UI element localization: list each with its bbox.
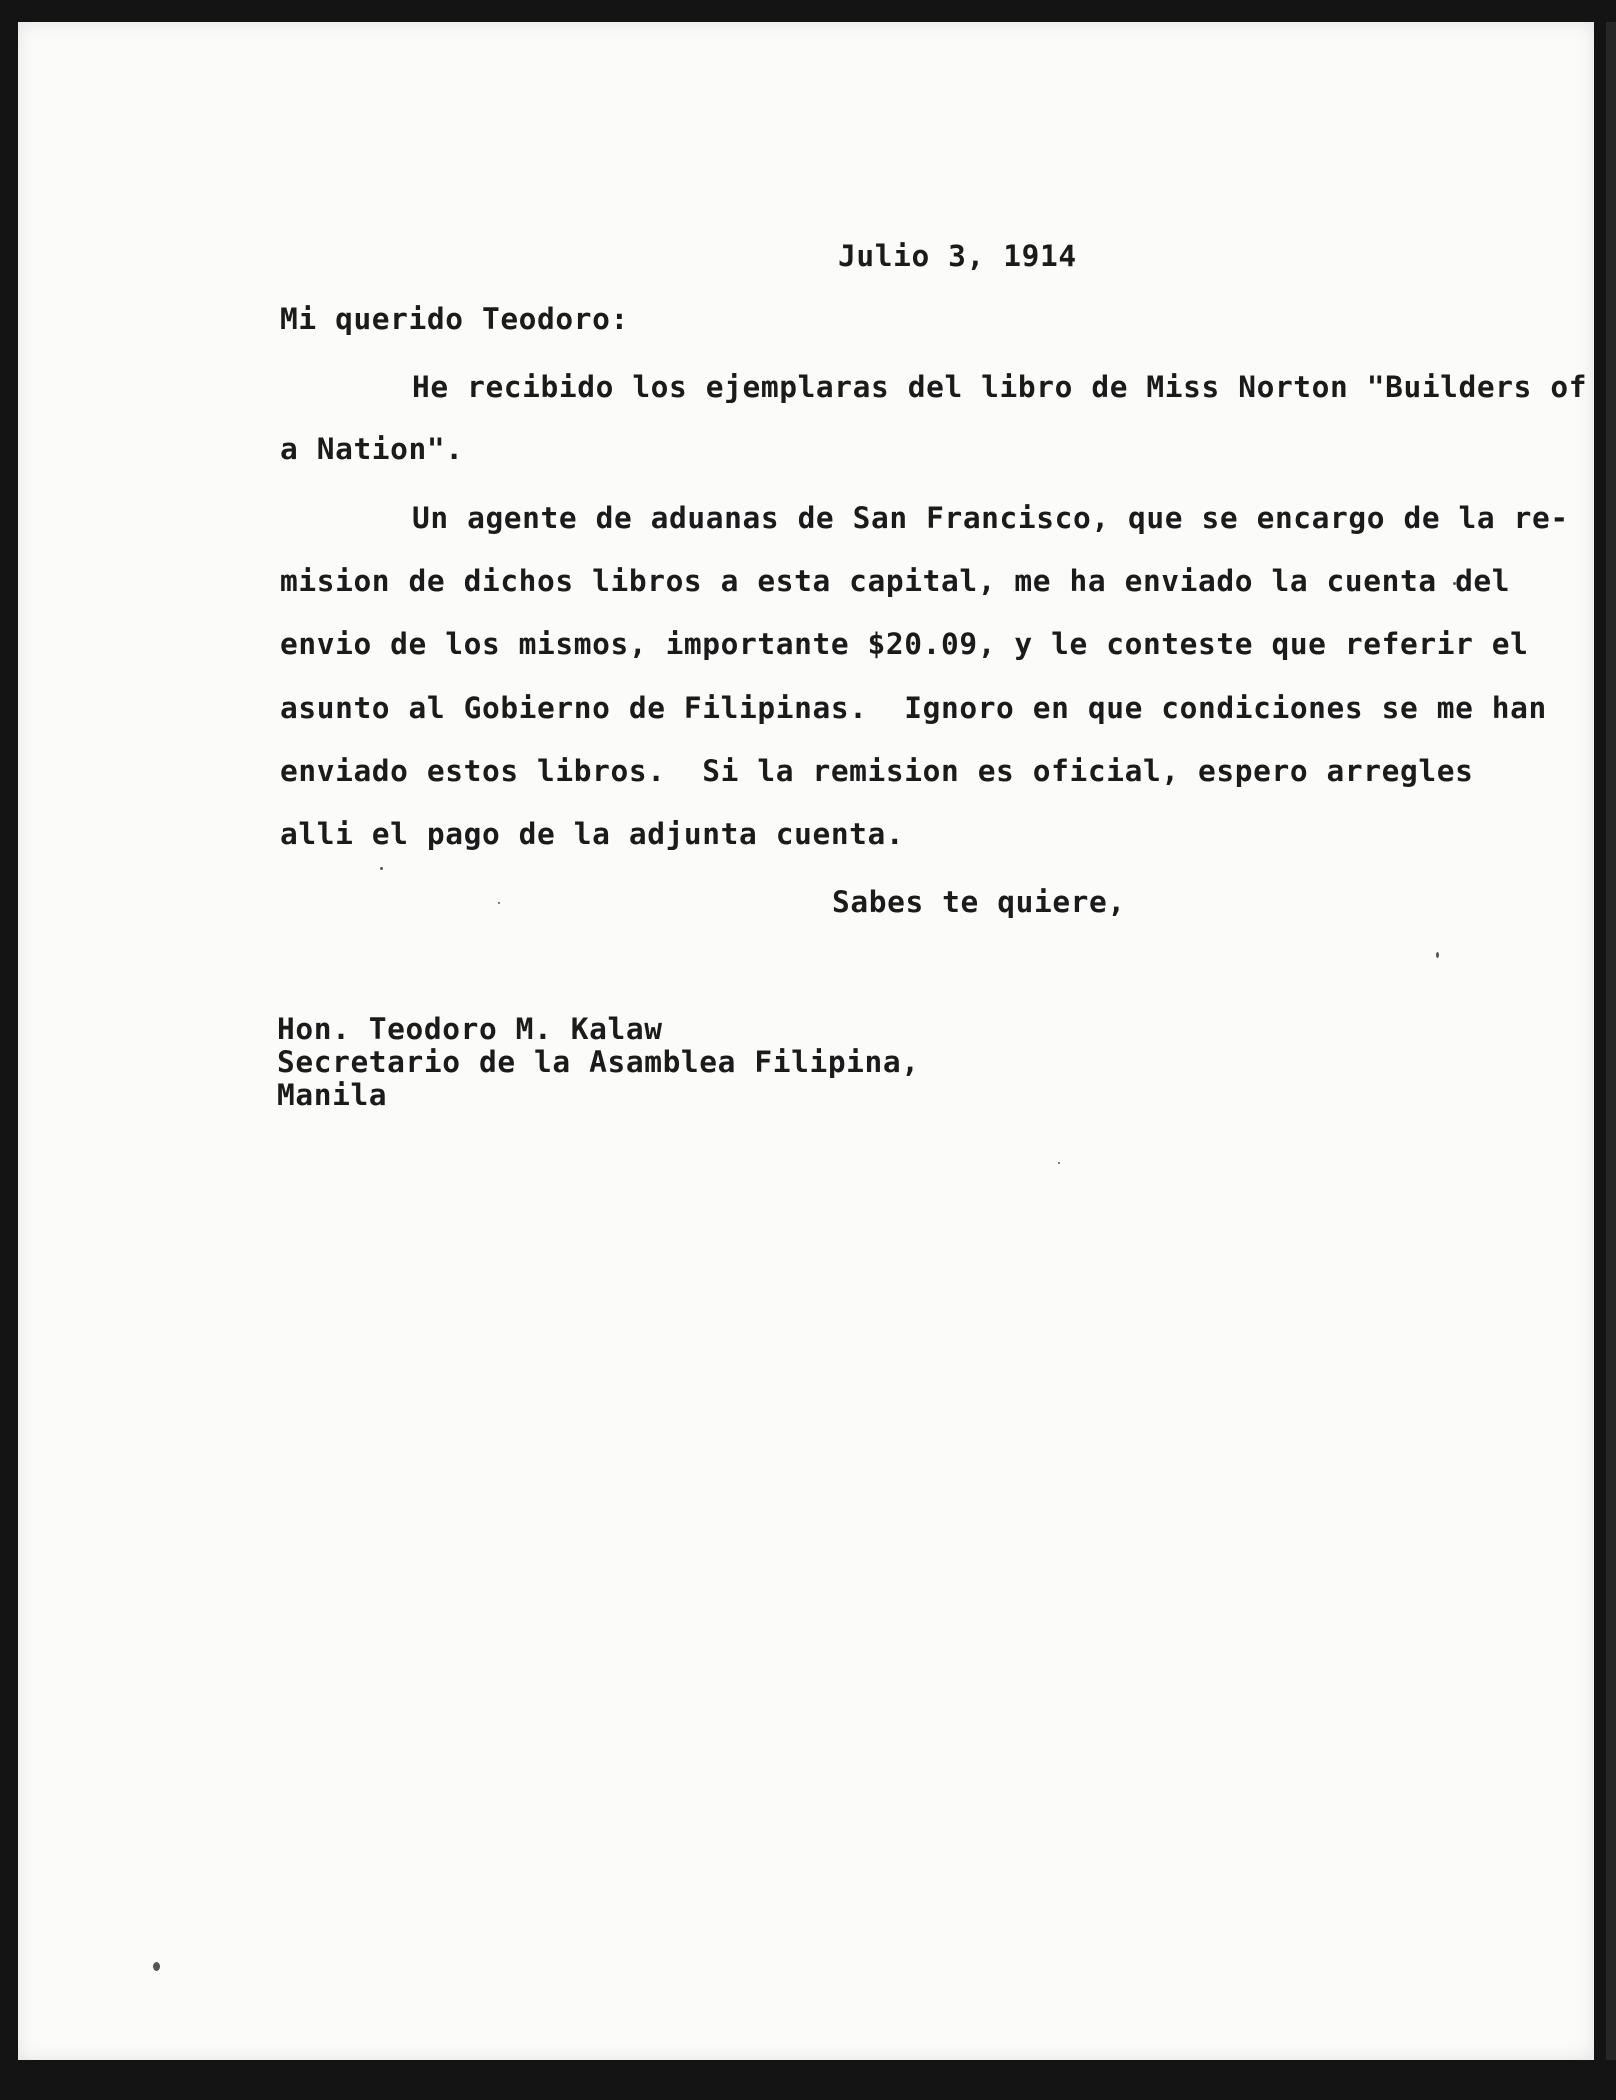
recipient-title: Secretario de la Asamblea Filipina, bbox=[277, 1045, 920, 1079]
letter-salutation: Mi querido Teodoro: bbox=[280, 302, 629, 336]
paragraph-1-line-1: He recibido los ejemplaras del libro de Miss Norton "Builders of bbox=[412, 370, 1588, 404]
paragraph-1-line-2: a Nation". bbox=[280, 432, 464, 466]
scan-speck bbox=[1058, 1162, 1060, 1164]
paragraph-2-line-4: asunto al Gobierno de Filipinas. Ignoro en que condiciones se me han bbox=[280, 691, 1547, 725]
recipient-name: Hon. Teodoro M. Kalaw bbox=[277, 1012, 663, 1046]
scan-speck bbox=[380, 867, 383, 870]
letter-closing: Sabes te quiere, bbox=[832, 885, 1126, 919]
paragraph-2-line-2: mision de dichos libros a esta capital, me ha enviado la cuenta del bbox=[280, 564, 1511, 598]
recipient-city: Manila bbox=[277, 1078, 388, 1112]
paragraph-2-line-3: envio de los mismos, importante $20.09, y le conteste que referir el bbox=[280, 627, 1529, 661]
paragraph-2-line-5: enviado estos libros. Si la remision es oficial, espero arregles bbox=[280, 754, 1474, 788]
scan-speck bbox=[1436, 952, 1439, 958]
letter-page bbox=[18, 22, 1594, 2060]
letter-date: Julio 3, 1914 bbox=[838, 239, 1077, 273]
scan-edge bbox=[1606, 22, 1616, 2060]
scan-speck bbox=[153, 1962, 160, 1971]
paragraph-2-line-1: Un agente de aduanas de San Francisco, que se encargo de la re- bbox=[412, 501, 1569, 535]
paragraph-2-line-6: alli el pago de la adjunta cuenta. bbox=[280, 817, 905, 851]
scan-speck bbox=[498, 902, 500, 904]
